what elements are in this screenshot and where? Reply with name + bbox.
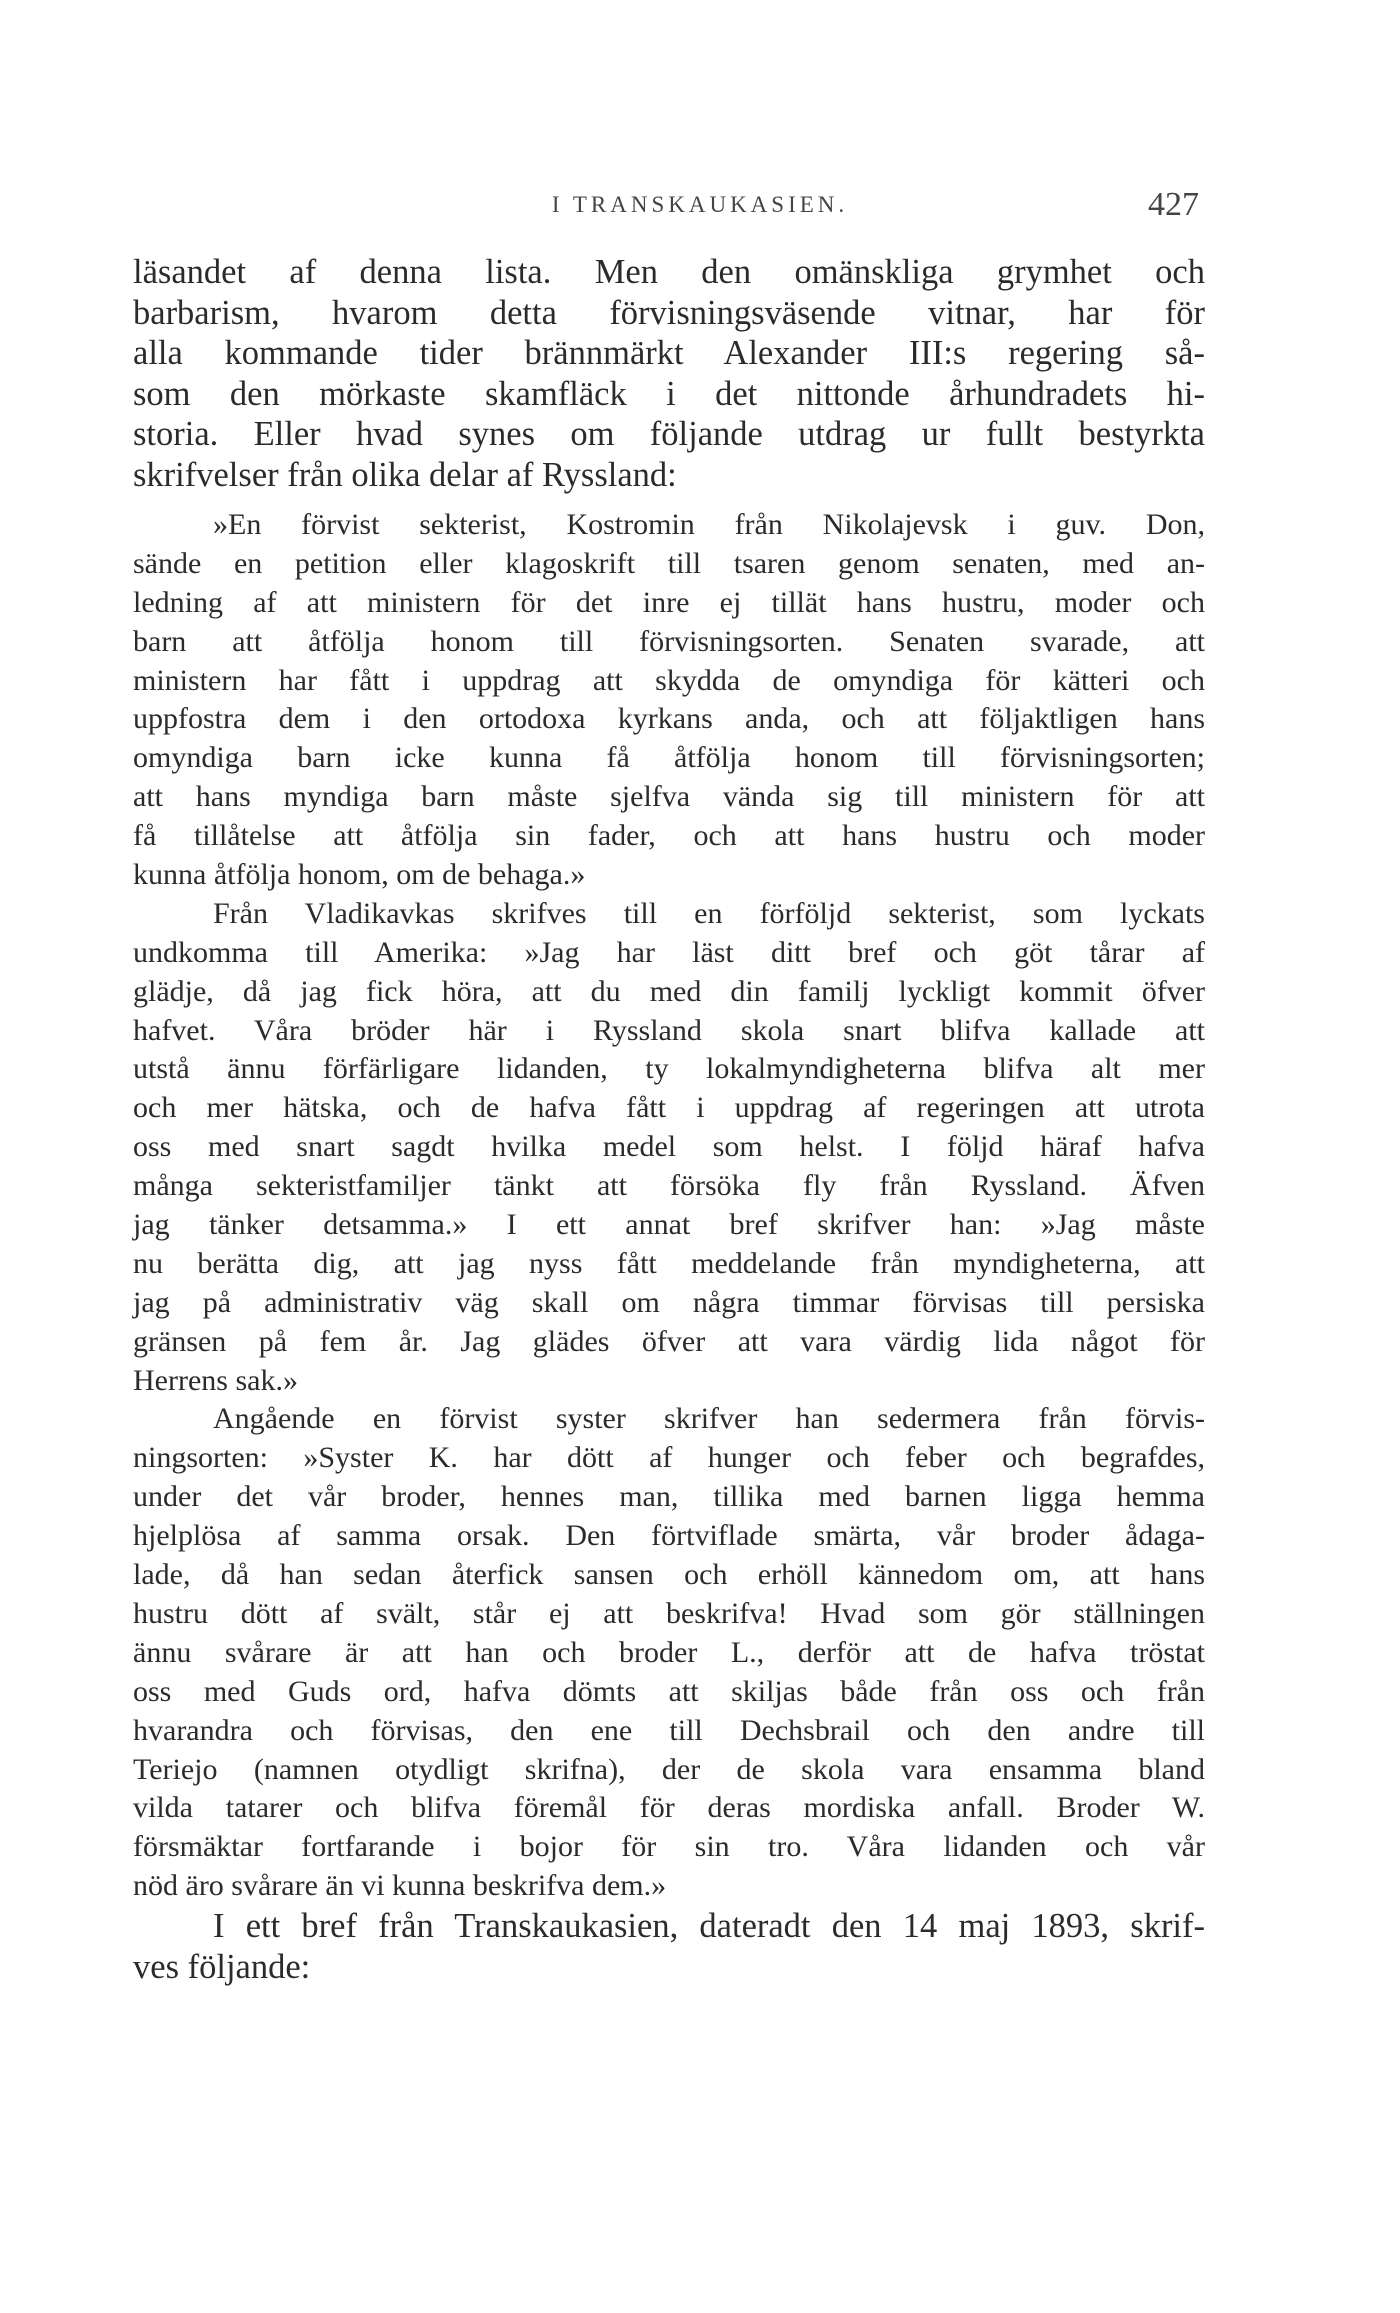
- text-line: läsandet af denna lista. Men den omänskliga grymhet och: [133, 253, 1205, 291]
- text-line: skrifvelser från olika delar af Ryssland:: [133, 455, 677, 494]
- body-text: [133, 252, 1205, 1987]
- text-line: storia. Eller hvad synes om följande utdrag ur fullt bestyrkta: [133, 415, 1205, 453]
- text-line: gränsen på fem år. Jag glädes öfver att vara värdig lida något för: [133, 1324, 1205, 1358]
- text-line: Angående en förvist syster skrifver han sedermera från förvis-: [213, 1402, 1205, 1436]
- text-line: många sekteristfamiljer tänkt att försöka fly från Ryssland. Äfven: [133, 1169, 1205, 1203]
- text-line: oss med snart sagdt hvilka medel som helst. I följd häraf hafva: [133, 1130, 1205, 1164]
- text-line: utstå ännu förfärligare lidanden, ty lokalmyndigheterna blifva alt mer: [133, 1052, 1205, 1086]
- text-line: kunna åtfölja honom, om de behaga.»: [133, 858, 586, 892]
- text-line: försmäktar fortfarande i bojor för sin tro. Våra lidanden och vår: [133, 1830, 1205, 1864]
- text-line: under det vår broder, hennes man, tillika med barnen ligga hemma: [133, 1480, 1205, 1514]
- text-line: hustru dött af svält, står ej att beskrifva! Hvad som gör ställningen: [133, 1596, 1205, 1630]
- text-line: oss med Guds ord, hafva dömts att skiljas både från oss och från: [133, 1674, 1205, 1708]
- text-line: glädje, då jag fick höra, att du med din familj lyckligt kommit öfver: [133, 974, 1205, 1008]
- text-line: ledning af att ministern för det inre ej tillät hans hustru, moder och: [133, 585, 1205, 619]
- closing-paragraph: [133, 1906, 1205, 1987]
- text-line: alla kommande tider brännmärkt Alexander III:s regering så-: [133, 334, 1205, 372]
- text-line: jag tänker detsamma.» I ett annat bref skrifver han: »Jag måste: [133, 1208, 1205, 1242]
- text-line: omyndiga barn icke kunna få åtfölja honom till förvisningsorten;: [133, 741, 1205, 775]
- running-title: I TRANSKAUKASIEN.: [551, 192, 849, 217]
- text-line: ministern har fått i uppdrag att skydda de omyndiga för kätteri och: [133, 663, 1205, 697]
- text-line: Teriejo (namnen otydligt skrifna), der de skola vara ensamma bland: [133, 1752, 1205, 1786]
- text-line: få tillåtelse att åtfölja sin fader, och att hans hustru och moder: [133, 819, 1205, 853]
- text-line: som den mörkaste skamfläck i det nittonde århundradets hi-: [133, 374, 1205, 413]
- text-line: undkomma till Amerika: »Jag har läst ditt bref och göt tårar af: [133, 935, 1205, 969]
- text-line: I ett bref från Transkaukasien, dateradt den 14 maj 1893, skrif-: [213, 1907, 1205, 1946]
- text-line: hafvet. Våra bröder här i Ryssland skola snart blifva kallade att: [133, 1013, 1205, 1047]
- text-line: »En förvist sekterist, Kostromin från Nikolajevsk i guv. Don,: [213, 508, 1205, 541]
- text-line: nu berätta dig, att jag nyss fått meddelande från myndigheterna, att: [133, 1246, 1205, 1280]
- page-number: 427: [1148, 186, 1199, 223]
- text-line: jag på administrativ väg skall om några timmar förvisas till persiska: [133, 1285, 1205, 1319]
- text-line: sände en petition eller klagoskrift till tsaren genom senaten, med an-: [133, 546, 1205, 580]
- text-line: ves följande:: [133, 1947, 311, 1986]
- quoted-letters: [133, 506, 1205, 1906]
- text-line: vilda tatarer och blifva föremål för deras mordiska anfall. Broder W.: [133, 1791, 1205, 1825]
- text-line: barn att åtfölja honom till förvisningsorten. Senaten svarade, att: [133, 624, 1205, 658]
- text-line: barbarism, hvarom detta förvisningsväsende vitnar, har för: [133, 293, 1205, 332]
- text-line: uppfostra dem i den ortodoxa kyrkans anda, och att följaktligen hans: [133, 702, 1205, 736]
- text-line: ännu svårare är att han och broder L., derför att de hafva tröstat: [133, 1635, 1205, 1669]
- text-line: och mer hätska, och de hafva fått i uppdrag af regeringen att utrota: [133, 1091, 1205, 1125]
- text-line: att hans myndiga barn måste sjelfva vända sig till ministern för att: [133, 780, 1205, 814]
- text-line: Från Vladikavkas skrifves till en förföljd sekterist, som lyckats: [213, 896, 1205, 930]
- text-line: hvarandra och förvisas, den ene till Dechsbrail och den andre till: [133, 1713, 1205, 1747]
- text-line: lade, då han sedan återfick sansen och erhöll kännedom om, att hans: [133, 1558, 1205, 1592]
- intro-paragraph: [133, 252, 1205, 495]
- text-line: Herrens sak.»: [133, 1363, 298, 1397]
- text-line: ningsorten: »Syster K. har dött af hunger och feber och begrafdes,: [133, 1441, 1205, 1475]
- text-line: hjelplösa af samma orsak. Den förtviflade smärta, vår broder ådaga-: [133, 1519, 1205, 1553]
- text-line: nöd äro svårare än vi kunna beskrifva dem.»: [133, 1869, 667, 1903]
